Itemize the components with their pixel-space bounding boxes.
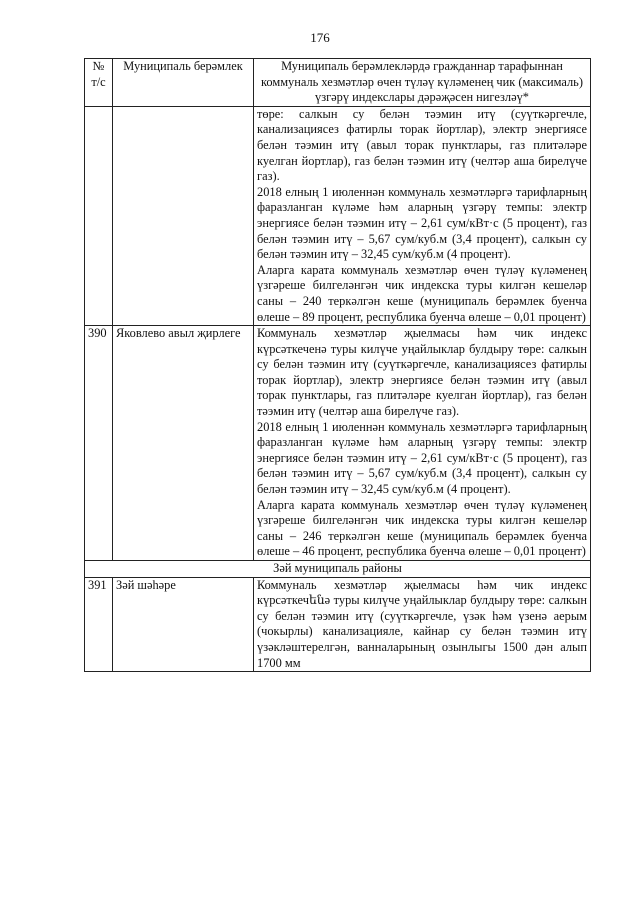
header-number: № т/с [85, 59, 113, 107]
basis-paragraph: Аларга карата коммуналь хезмәтләр өчен түләү күләменең үзгәреше билгеләнгән чик индекска туры килгән кешеләр саны – 240 теркәлгән кеше (муниципаль берәмлек буенча өлеше – 89 процент, республика буенча өлеше – 0,01 процент) [257, 262, 587, 324]
row-municipality [113, 106, 254, 325]
table-header-row [85, 59, 591, 107]
region-title: Зәй муниципаль районы [85, 561, 591, 578]
basis-paragraph: Коммуналь хезмәтләр җыелмасы һәм чик индекс күрсәткеченә туры килүче уңайлыклар булдыру төре: салкын су белән тәэмин итү (суүткәргечле, канализациясез фатирлы торак йортлар), электр энергиясе белән тәэмин итү (авыл торак пунктлары, газ плитәләре куелган йортлар), газ белән тәэмин итү (челтәр аша бирелүче газ). [257, 326, 587, 419]
table-row [85, 326, 591, 561]
row-basis [254, 106, 591, 325]
basis-paragraph: Коммуналь хезмәтләр җыелмасы һәм чик индекс күрсәткечենә туры килүче уңайлыклар булдыру төре: салкын су белән тәэмин итү (суүткәргечле, үзәк һәм үзенә аерым (чокырлы) канализацияле, кайнар су белән тәэмин итү үзәкләштерелгән, ванналарының озынлыгы 1500 дән алып 1700 мм [257, 577, 587, 670]
municipality-table [84, 58, 591, 672]
region-row [85, 561, 591, 578]
row-basis [254, 577, 591, 672]
row-number: 391 [85, 577, 113, 672]
row-number: 390 [85, 326, 113, 561]
table-row [85, 106, 591, 325]
basis-paragraph: 2018 елның 1 июленнән коммуналь хезмәтләргә тарифларның фаразланган күләме һәм аларның үзгәрү темпы: электр энергиясе белән тәэмин итү – 2,61 сум/кВт·с (5 процент), газ белән тәэмин итү – 5,67 сум/куб.м (3,4 процент), салкын су белән тәэмин итү – 32,45 сум/куб.м (4 процент). [257, 184, 587, 262]
table-row [85, 577, 591, 672]
basis-paragraph: 2018 елның 1 июленнән коммуналь хезмәтләргә тарифларның фаразланган күләме һәм аларның үзгәрү темпы: электр энергиясе белән тәэмин итү – 2,61 сум/кВт·с (5 процент), газ белән тәэмин итү – 5,67 сум/куб.м (3,4 процент), салкын су белән тәэмин итү – 32,45 сум/куб.м (4 процент). [257, 419, 587, 497]
header-basis: Муниципаль берәмлекләрдә гражданнар тарафыннан коммуналь хезмәтләр өчен түләү күләменең чик (максималь) үзгәрү индекслары дәрәҗәсен нигезләү* [254, 59, 591, 107]
row-municipality: Яковлево авыл җирлеге [113, 326, 254, 561]
header-municipality: Муниципаль берәмлек [113, 59, 254, 107]
basis-paragraph: Аларга карата коммуналь хезмәтләр өчен түләү күләменең үзгәреше билгеләнгән чик индекска туры килгән кешеләр саны – 246 теркәлгән кеше (муниципаль берәмлек буенча өлеше – 46 процент, республика буенча өлеше – 0,01 процент) [257, 497, 587, 559]
row-municipality: Зәй шәһәре [113, 577, 254, 672]
basis-paragraph: төре: салкын су белән тәэмин итү (суүткәргечле, канализациясез фатирлы торак йортлар), электр энергиясе белән тәэмин итү (авыл торак пунктлары, газ плитәләре куелган йортлар), газ белән тәэмин итү (челтәр аша бирелүче газ). [257, 106, 587, 184]
row-number [85, 106, 113, 325]
row-basis [254, 326, 591, 561]
page-number: 176 [310, 30, 330, 45]
